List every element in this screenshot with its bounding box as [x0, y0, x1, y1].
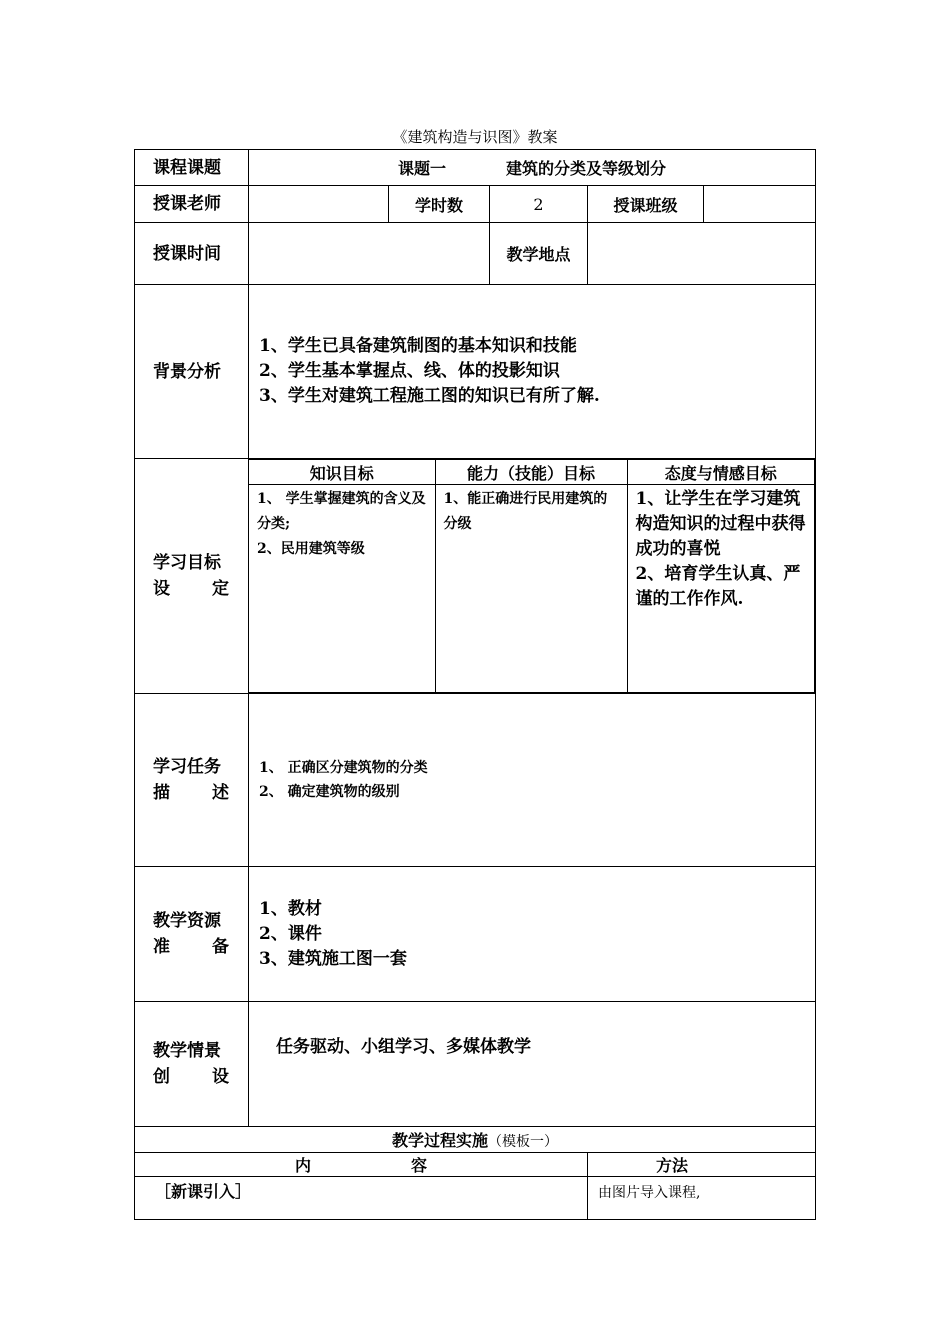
process-header-row: [135, 1153, 816, 1177]
teacher-value: [249, 186, 389, 223]
tasks-label: [135, 694, 249, 867]
tasks-row: [135, 694, 816, 867]
objectives-row: [135, 459, 816, 694]
course-topic-label: 课程课题: [135, 150, 249, 186]
objectives-header-row: [249, 460, 815, 485]
attitude-objective-header: 态度与情感目标: [627, 460, 815, 485]
objectives-grid: [249, 459, 815, 693]
document-title: 《建筑构造与识图》教案: [392, 128, 558, 146]
background-row: [135, 285, 816, 459]
class-value: [704, 186, 816, 223]
attitude-objective-cell: [627, 485, 815, 693]
content-header: 内 容: [135, 1153, 588, 1177]
process-title-suffix: （模板一）: [488, 1134, 559, 1150]
ability-objective-1: 1、能正确进行民用建筑的分级: [443, 491, 608, 532]
time-row: [135, 223, 816, 285]
scenario-value: 任务驱动、小组学习、多媒体教学: [249, 1002, 816, 1127]
resource-line-3: 3、建筑施工图一套: [259, 948, 407, 969]
tasks-content: [249, 694, 816, 867]
resources-content: [249, 867, 816, 1002]
teacher-label: 授课老师: [135, 186, 249, 223]
objectives-body-row: [249, 485, 815, 693]
background-content: [249, 285, 816, 459]
method-header: 方法: [588, 1153, 816, 1177]
intro-method: 由图片导入课程,: [588, 1177, 816, 1220]
hours-value: 2: [490, 186, 588, 223]
tasks-label-line1: 学习任务: [153, 757, 221, 777]
background-line-1: 1、学生已具备建筑制图的基本知识和技能: [259, 336, 577, 356]
time-value: [249, 223, 490, 285]
resources-label: [135, 867, 249, 1002]
background-line-3: 3、学生对建筑工程施工图的知识已有所了解.: [259, 386, 600, 406]
course-topic-number: 课题一: [398, 159, 447, 178]
task-line-2: 2、 确定建筑物的级别: [259, 784, 400, 800]
scenario-label: [135, 1002, 249, 1127]
intro-label: ［新课引入］: [135, 1177, 588, 1220]
process-title-text: 教学过程实施: [392, 1131, 489, 1150]
ability-objective-cell: [435, 485, 627, 693]
place-value: [588, 223, 816, 285]
resource-line-1: 1、教材: [259, 898, 322, 919]
background-label: 背景分析: [135, 285, 249, 459]
teacher-row: [135, 186, 816, 223]
lesson-plan-table: [134, 149, 816, 1220]
hours-label: 学时数: [389, 186, 490, 223]
resources-label-line1: 教学资源: [153, 911, 221, 931]
background-line-2: 2、学生基本掌握点、线、体的投影知识: [259, 361, 560, 381]
task-line-1: 1、 正确区分建筑物的分类: [259, 760, 428, 776]
resource-line-2: 2、课件: [259, 923, 322, 944]
intro-row: [135, 1177, 816, 1220]
time-label: 授课时间: [135, 223, 249, 285]
course-topic-row: [135, 150, 816, 186]
class-label: 授课班级: [588, 186, 704, 223]
scenario-label-line2: 创 设: [153, 1067, 229, 1087]
process-title: [135, 1127, 816, 1153]
knowledge-objective-1: 1、 学生掌握建筑的含义及分类;: [257, 491, 426, 532]
course-topic-value: [249, 150, 816, 186]
knowledge-objective-cell: [249, 485, 435, 693]
scenario-label-line1: 教学情景: [153, 1041, 221, 1061]
scenario-row: [135, 1002, 816, 1127]
knowledge-objective-header: 知识目标: [249, 460, 435, 485]
resources-label-line2: 准 备: [153, 937, 229, 957]
tasks-label-line2: 描 述: [153, 783, 229, 803]
objectives-label-line2: 设 定: [153, 579, 229, 599]
objectives-content: [249, 459, 816, 694]
course-topic-name: 建筑的分类及等级划分: [506, 159, 667, 178]
objectives-label-line1: 学习目标: [153, 553, 221, 573]
ability-objective-header: 能力（技能）目标: [435, 460, 627, 485]
process-title-row: [135, 1127, 816, 1153]
objectives-label: [135, 459, 249, 694]
place-label: 教学地点: [490, 223, 588, 285]
attitude-objective-2: 2、培育学生认真、严谨的工作作风.: [635, 564, 801, 609]
resources-row: [135, 867, 816, 1002]
knowledge-objective-2: 2、民用建筑等级: [257, 541, 365, 557]
attitude-objective-1: 1、让学生在学习建筑构造知识的过程中获得成功的喜悦: [635, 489, 806, 559]
